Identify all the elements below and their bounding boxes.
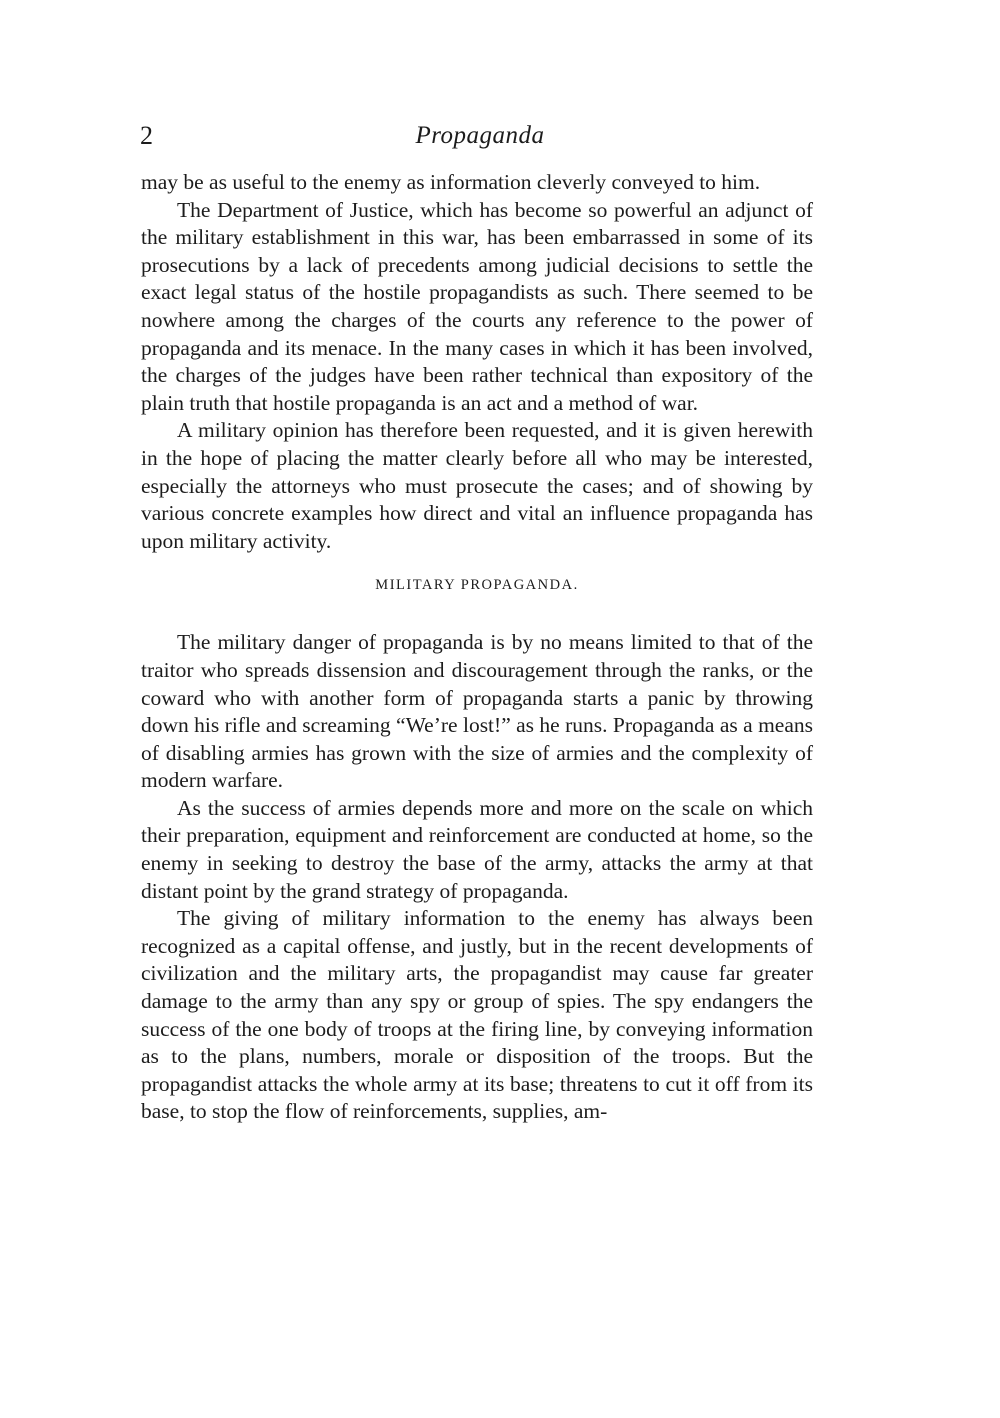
paragraph-success-of-armies: As the success of armies depends more and more on the scale on which their preparation, equipment and reinforcement are conducted at home, so the enemy in seeking to destroy the base of the army, attacks the army at that distant point by the grand strategy of propaganda. <box>141 795 813 903</box>
body-text <box>141 169 813 1126</box>
paragraph-military-information: The giving of military information to the enemy has always been recognized as a capital offense, and justly, but in the recent developments of civilization and the military arts, the propagandist may cause far greater damage to the army than any spy or group of spies. The spy endangers the success of the one body of troops at the firing line, by conveying information as to the plans, numbers, morale or disposition of the troops. But the propagandist attacks the whole army at its base; threatens to cut it off from its base, to stop the flow of reinforcements, supplies, am- <box>141 906 813 1124</box>
paragraph-department-of-justice: The Department of Justice, which has become so powerful an adjunct of the military establishment in this war, has been embarrassed in some of its prosecutions by a lack of precedents among judicial decisions to settle the exact legal status of the hostile propagandists as such. There seemed to be nowhere among the charges of the courts any reference to the power of propaganda and its menace. In the many cases in which it has been involved, the charges of the judges have been rather technical than expository of the plain truth that hostile propaganda is an act and a method of war. <box>141 197 813 415</box>
section-heading: MILITARY PROPAGANDA. <box>375 577 579 594</box>
paragraph-military-opinion: A military opinion has therefore been requested, and it is given herewith in the hope of placing the matter clearly before all who may be interested, especially the attorneys who must prosecute the cases; and of showing by various concrete examples how direct and vital an influence propaganda has upon military activity. <box>141 418 813 553</box>
page-number: 2 <box>140 121 153 150</box>
paragraph-military-danger: The military danger of propaganda is by no means limited to that of the traitor who spreads dissension and discouragement through the ranks, or the coward who with another form of propaganda starts a panic by throwing down his rifle and screaming “We’re lost!” as he runs. Propaganda as a means of disabling armies has grown with the size of armies and the complexity of modern warfare. <box>141 630 813 793</box>
running-title: Propaganda <box>415 122 545 149</box>
paragraph-continued: may be as useful to the enemy as information cleverly conveyed to him. <box>141 170 761 194</box>
running-head <box>140 118 820 154</box>
